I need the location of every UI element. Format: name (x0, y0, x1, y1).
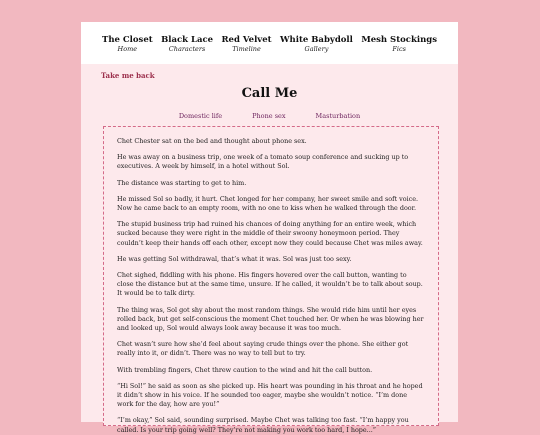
story-paragraph: The stupid business trip had ruined his chances of doing anything for an entire week, which sucked because they were right in the middle of their swoony honeymoon period. They couldn’t keep their hands off each other, except now they could because Chet was miles away. (117, 220, 423, 247)
tag-list (81, 112, 458, 120)
tag-link[interactable]: Domestic life (178, 112, 223, 120)
nav-subtitle: Timeline (232, 45, 261, 53)
nav-item-gallery[interactable] (280, 35, 353, 54)
page-title: Call Me (241, 86, 298, 101)
back-link[interactable]: Take me back (101, 71, 155, 80)
story-paragraph: The thing was, Sol got shy about the most random things. She would ride him until her eyes rolled back, but get self-conscious the moment Chet touched her. Or when he was blowing her and looked up, Sol would always look away because it was too much. (117, 305, 424, 333)
story-paragraph: Chet Chester sat on the bed and thought about phone sex. (117, 137, 307, 145)
story-paragraph: He was getting Sol withdrawal, that’s what it was. Sol was just too sexy. (117, 254, 352, 263)
tag-link[interactable]: Phone sex (252, 112, 286, 120)
tag-link[interactable]: Masturbation (315, 112, 361, 120)
story-box (103, 126, 439, 434)
nav-subtitle: Fics (392, 45, 406, 53)
story-paragraph: He was away on a business trip, one week of a tomato soup conference and sucking up to executives. A week by himself, in a hotel without Sol. (117, 153, 409, 171)
story-paragraph: He missed Sol so badly, it hurt. Chet longed for her company, her sweet smile and soft voice. Now he came back to an empty room, with no one to kiss when he walked through the door. (117, 194, 419, 213)
nav-item-timeline[interactable] (221, 35, 271, 54)
story-paragraph: Chet sighed, fiddling with his phone. His fingers hovered over the call button, wanting to close the distance but at the same time, unsure. If he called, it wouldn’t be to talk about soup. It would be to talk dirty. (117, 271, 423, 298)
story-paragraph: Chet wasn’t sure how she’d feel about saying crude things over the phone. She either got really into it, or didn’t. There was no way to tell but to try. (117, 340, 409, 358)
nav-item-home[interactable] (102, 35, 153, 54)
story-paragraph: “Hi Sol!” he said as soon as she picked up. His heart was pounding in his throat and he hoped it didn’t show in his voice. If he sounded too eager, maybe she wouldn’t notice. “I’m done work for the day, how are you!” (117, 381, 423, 409)
story-paragraph: With trembling fingers, Chet threw caution to the wind and hit the call button. (117, 365, 373, 374)
story-paragraph: The distance was starting to get to him. (117, 178, 247, 187)
nav-title: Mesh Stockings (361, 35, 437, 45)
nav-subtitle: Home (117, 45, 138, 53)
top-nav (81, 22, 458, 64)
nav-item-characters[interactable] (161, 35, 213, 54)
story-paragraph: “I’m okay,” Sol said, sounding surprised. Maybe Chet was talking too fast. “I’m happy you called. Is your trip going well? They’re not making you work too hard, I hope...” (117, 416, 409, 434)
nav-subtitle: Characters (168, 45, 206, 53)
nav-item-fics[interactable] (361, 35, 437, 54)
nav-title: Black Lace (161, 35, 214, 45)
nav-title: Red Velvet (221, 35, 272, 45)
nav-title: White Babydoll (280, 35, 353, 45)
nav-subtitle: Gallery (304, 45, 329, 53)
nav-title: The Closet (102, 35, 153, 45)
page-card (81, 22, 458, 434)
